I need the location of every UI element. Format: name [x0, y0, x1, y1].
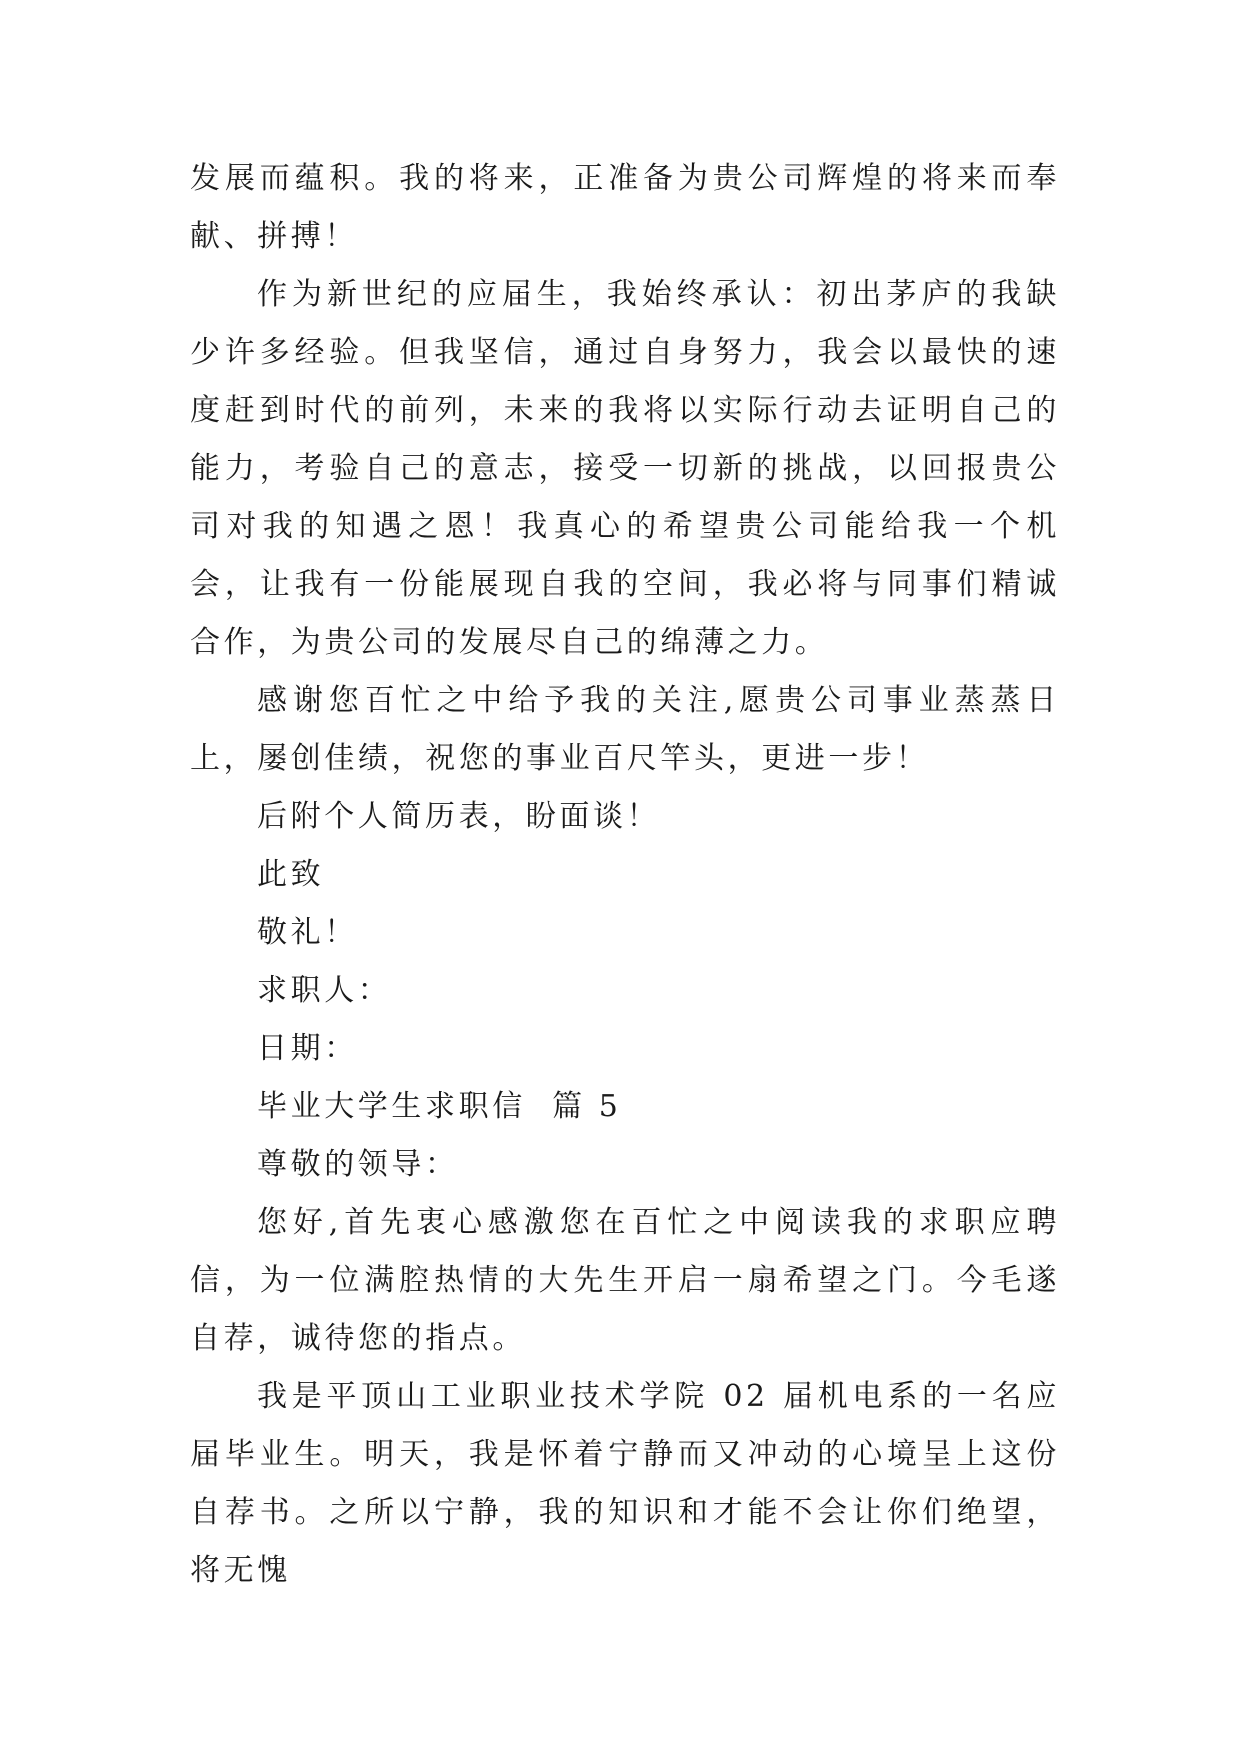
paragraph-resume-note: 后附个人简历表，盼面谈！ — [257, 799, 661, 834]
greeting: 尊敬的领导： — [257, 1147, 459, 1182]
paragraph-experience: 作为新世纪的应届生，我始终承认：初出茅庐的我缺少许多经验。但我坚信，通过自身努力，我会以最快的速度赶到时代的前列，未来的我将以实际行动去证明自己的能力，考验自己的意志，接受一切新的挑战，以回报贵公司对我的知遇之恩！我真心的希望贵公司能给我一个机会，让我有一份能展现自我的空间，我必将与同事们精诚合作，为贵公司的发展尽自己的绵薄之力。 — [190, 277, 1060, 660]
applicant-label: 求职人： — [257, 973, 392, 1008]
closing-salutation: 此致 — [257, 857, 325, 892]
paragraph-intro: 您好,首先衷心感激您在百忙之中阅读我的求职应聘信，为一位满腔热情的大先生开启一扇希望之门。今毛遂自荐，诚待您的指点。 — [190, 1205, 1060, 1356]
document-body — [190, 150, 1060, 1600]
paragraph-continuation: 发展而蕴积。我的将来，正准备为贵公司辉煌的将来而奉献、拼搏！ — [190, 161, 1060, 254]
closing-regards: 敬礼！ — [257, 915, 358, 950]
paragraph-self-intro: 我是平顶山工业职业技术学院 02 届机电系的一名应届毕业生。明天，我是怀着宁静而又冲动的心境呈上这份自荐书。之所以宁静，我的知识和才能不会让你们绝望，将无愧 — [190, 1379, 1060, 1588]
paragraph-thanks: 感谢您百忙之中给予我的关注,愿贵公司事业蒸蒸日上，屡创佳绩，祝您的事业百尺竿头，更进一步！ — [190, 683, 1060, 776]
date-label: 日期： — [257, 1031, 358, 1066]
section-heading: 毕业大学生求职信 篇 5 — [257, 1089, 622, 1124]
